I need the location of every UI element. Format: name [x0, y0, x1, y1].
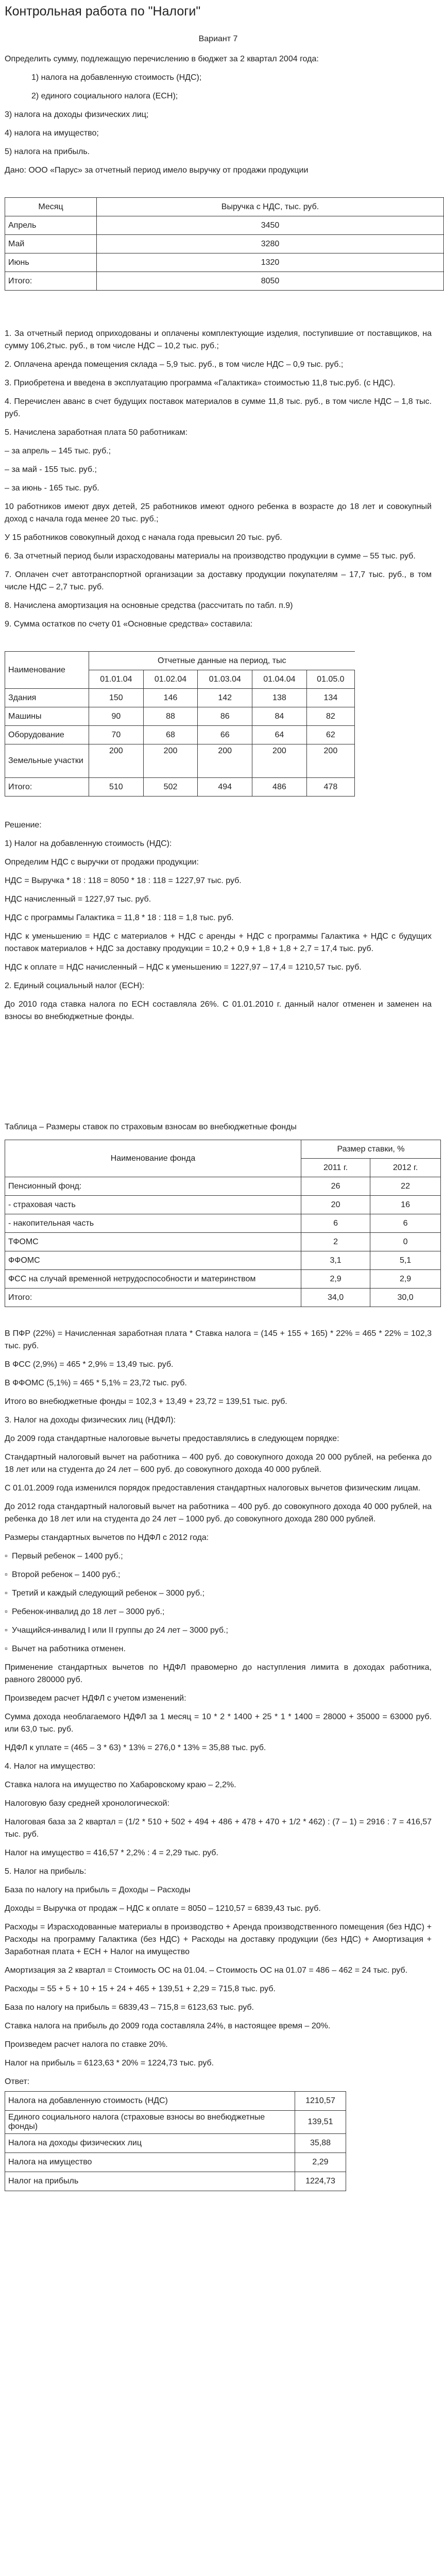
task-item: 2) единого социального налога (ЕСН); [31, 92, 178, 100]
condition-item: – за июнь - 165 тыс. руб. [5, 484, 99, 493]
table-row: Июнь 1320 [5, 253, 444, 272]
table-row: Пенсионный фонд: 26 22 [5, 1177, 441, 1196]
solution-text: В ПФР (22%) = Начисленная заработная плата * Ставка налога = (145 + 155 + 165) * 22% = 465 * 22% = 102,3 тыс. руб. [5, 1329, 432, 1350]
condition-item: – за май - 155 тыс. руб.; [5, 465, 97, 474]
table-row: Машины 90 88 86 84 82 [5, 707, 355, 726]
table-header: Размер ставки, % [301, 1140, 441, 1159]
solution-text: Произведем расчет налога по ставке 20%. [5, 2040, 168, 2049]
solution-heading: 1) Налог на добавленную стоимость (НДС): [5, 839, 172, 848]
solution-text: Налог на имущество = 416,57 * 2,2% : 4 = 2,29 тыс. руб. [5, 1849, 218, 1857]
table-header: Наименование [5, 652, 89, 689]
solution-heading: 3. Налог на доходы физических лиц (НДФЛ): [5, 1416, 176, 1425]
condition-item: 5. Начислена заработная плата 50 работникам: [5, 428, 188, 437]
solution-text: Налоговая база за 2 квартал = (1/2 * 510 + 502 + 494 + 486 + 478 + 470 + 1/2 * 462) : (7 – 1) = 2916 : 7 = 416,57 тыс. руб. [5, 1818, 432, 1839]
rates-table [5, 1140, 441, 1307]
solution-text: Ставка налога на имущество по Хабаровскому краю – 2,2%. [5, 1781, 236, 1789]
variant-label: Вариант 7 [198, 35, 238, 43]
table-header: 01.03.04 [198, 670, 252, 689]
table-header: Месяц [5, 198, 97, 216]
table-row: - накопительная часть 6 6 [5, 1214, 441, 1233]
solution-heading: Решение: [5, 821, 42, 829]
list-item: ▫ Учащийся-инвалид I или II группы до 24 лет – 3000 руб.; [5, 1624, 432, 1637]
list-item: ▫ Третий и каждый следующий ребенок – 3000 руб.; [5, 1587, 432, 1600]
solution-text: Определим НДС с выручки от продажи продукции: [5, 858, 199, 867]
rates-table-caption: Таблица – Размеры ставок по страховым взносам во внебюджетные фонды [5, 1123, 297, 1131]
task-item: 3) налога на доходы физических лиц; [5, 110, 149, 119]
bullet-icon: ▫ [5, 1552, 8, 1561]
condition-item: 3. Приобретена и введена в эксплуатацию программа «Галактика» стоимостью 11,8 тыс.руб. (с НДС). [5, 379, 396, 387]
table-header: Отчетные данные на период, тыс [89, 652, 355, 670]
list-item: ▫ Второй ребенок – 1400 руб.; [5, 1569, 432, 1581]
table-header: 2012 г. [370, 1159, 441, 1177]
table-row: Налога на добавленную стоимость (НДС) 1210,57 [5, 2092, 346, 2111]
condition-item: 7. Оплачен счет автотранспортной организации за доставку продукции покупателям – 17,7 тыс. руб., в том числе НДС – 2,7 тыс. руб. [5, 570, 432, 591]
table-row: Итого: 510 502 494 486 478 [5, 778, 355, 796]
document-title: Контрольная работа по "Налоги" [5, 4, 201, 19]
solution-text: Налоговую базу средней хронологической: [5, 1799, 169, 1808]
bullet-icon: ▫ [5, 1589, 8, 1598]
solution-text: Стандартный налоговый вычет на работника – 400 руб. до совокупного дохода 20 000 рублей, на ребенка до 18 лет или на студента до 24 лет – 600 руб. до совокупного дохода 40 000 рублей. [5, 1453, 432, 1474]
table-row: Май 3280 [5, 235, 444, 253]
table-row: ФСС на случай временной нетрудоспособности и материнством 2,9 2,9 [5, 1270, 441, 1289]
solution-text: База по налогу на прибыль = 6839,43 – 715,8 = 6123,63 тыс. руб. [5, 2003, 254, 2012]
table-header: 01.01.04 [89, 670, 144, 689]
condition-item: – за апрель – 145 тыс. руб.; [5, 447, 111, 455]
solution-text: Произведем расчет НДФЛ с учетом изменений: [5, 1694, 186, 1703]
solution-text: НДС = Выручка * 18 : 118 = 8050 * 18 : 118 = 1227,97 тыс. руб. [5, 876, 242, 885]
table-row: Итого: 8050 [5, 272, 444, 291]
table-row: Налога на доходы физических лиц 35,88 [5, 2134, 346, 2153]
table-row: Здания 150 146 142 138 134 [5, 689, 355, 707]
solution-text: С 01.01.2009 года изменился порядок предоставления стандартных налоговых вычетов физическим лицам. [5, 1484, 421, 1493]
solution-text: Расходы = Израсходованные материалы в производство + Аренда производственного помещения (без НДС) + Расходы на программу Галактика (без НДС) + Расходы на доставку продукции (без НДС) + Амортизация + Заработная плата + ЕСН + Налог на имущество [5, 1923, 432, 1956]
list-item: ▫ Ребенок-инвалид до 18 лет – 3000 руб.; [5, 1606, 432, 1618]
bullet-icon: ▫ [5, 1645, 8, 1653]
answer-table [5, 2091, 346, 2191]
solution-text: Амортизация за 2 квартал = Стоимость ОС на 01.04. – Стоимость ОС на 01.07 = 486 – 462 = 24 тыс. руб. [5, 1966, 408, 1975]
condition-item: 8. Начислена амортизация на основные средства (рассчитать по табл. п.9) [5, 601, 293, 610]
table-row: Апрель 3450 [5, 216, 444, 235]
solution-text: В ФФОМС (5,1%) = 465 * 5,1% = 23,72 тыс. руб. [5, 1379, 187, 1387]
solution-text: До 2009 года стандартные налоговые вычеты предоставлялись в следующем порядке: [5, 1434, 339, 1443]
table-row: Налог на прибыль 1224,73 [5, 2172, 346, 2191]
condition-item: 4. Перечислен аванс в счет будущих поставок материалов в сумме 11,8 тыс. руб., в том числе НДС – 1,8 тыс. руб. [5, 397, 432, 418]
assets-table [5, 651, 355, 796]
solution-text: Ставка налога на прибыль до 2009 года составляла 24%, в настоящее время – 20%. [5, 2022, 331, 2030]
table-row: Земельные участки 200 200 200 200 200 [5, 744, 355, 778]
table-header: Наименование фонда [5, 1140, 301, 1177]
solution-text: НДС с программы Галактика = 11,8 * 18 : 118 = 1,8 тыс. руб. [5, 913, 234, 922]
solution-text: Применение стандартных вычетов по НДФЛ правомерно до наступления лимита в доходах работника, равного 280000 руб. [5, 1663, 432, 1684]
list-item: ▫ Вычет на работника отменен. [5, 1643, 432, 1655]
table-header: 01.05.0 [306, 670, 354, 689]
table-row: Оборудование 70 68 66 64 62 [5, 726, 355, 744]
solution-heading: 4. Налог на имущество: [5, 1762, 96, 1771]
solution-text: НДС начисленный = 1227,97 тыс. руб. [5, 895, 151, 904]
table-header: Выручка с НДС, тыс. руб. [97, 198, 444, 216]
solution-text: Итого во внебюджетные фонды = 102,3 + 13,49 + 23,72 = 139,51 тыс. руб. [5, 1397, 287, 1406]
given-text: Дано: ООО «Парус» за отчетный период имело выручку от продажи продукции [5, 166, 309, 175]
revenue-table [5, 197, 444, 291]
solution-text: Сумма дохода необлагаемого НДФЛ за 1 месяц = 10 * 2 * 1400 + 25 * 1 * 1400 = 28000 + 35000 = 63000 руб. или 63,0 тыс. руб. [5, 1713, 432, 1734]
solution-heading: 2. Единый социальный налог (ЕСН): [5, 981, 145, 990]
bullet-icon: ▫ [5, 1626, 8, 1635]
condition-item: 2. Оплачена аренда помещения склада – 5,9 тыс. руб., в том числе НДС – 0,9 тыс. руб.; [5, 360, 344, 369]
solution-text: НДФЛ к уплате = (465 – 3 * 63) * 13% = 276,0 * 13% = 35,88 тыс. руб. [5, 1743, 266, 1752]
table-row: - страховая часть 20 16 [5, 1196, 441, 1214]
solution-text: Доходы = Выручка от продаж – НДС к оплате = 8050 – 1210,57 = 6839,43 тыс. руб. [5, 1904, 321, 1913]
table-row: ТФОМС 2 0 [5, 1233, 441, 1251]
table-row: Единого социального налога (страховые взносы во внебюджетные фонды) 139,51 [5, 2111, 346, 2134]
condition-item: 9. Сумма остатков по счету 01 «Основные средства» составила: [5, 620, 253, 629]
solution-text: В ФСС (2,9%) = 465 * 2,9% = 13,49 тыс. руб. [5, 1360, 174, 1369]
solution-text: До 2012 года стандартный налоговый вычет на работника – 400 руб. до совокупного дохода 40 000 рублей, на ребенка до 18 лет или на студента до 24 лет – 1000 руб. до совокупного дохода 280 000 рублей. [5, 1502, 432, 1523]
task-item: 1) налога на добавленную стоимость (НДС); [31, 73, 202, 82]
table-row: ФФОМС 3,1 5,1 [5, 1251, 441, 1270]
task-item: 5) налога на прибыль. [5, 147, 90, 156]
solution-text: База по налогу на прибыль = Доходы – Расходы [5, 1886, 191, 1894]
answer-heading: Ответ: [5, 2077, 30, 2086]
condition-item: 10 работников имеют двух детей, 25 работников имеют одного ребенка в возрасте до 18 лет и совокупный доход с начала года менее 20 тыс. руб.; [5, 502, 432, 523]
condition-item: 6. За отчетный период были израсходованы материалы на производство продукции в сумме – 55 тыс. руб. [5, 552, 416, 561]
solution-text: Размеры стандартных вычетов по НДФЛ с 2012 года: [5, 1533, 209, 1542]
solution-text: До 2010 года ставка налога по ЕСН составляла 26%. С 01.01.2010 г. данный налог отменен и заменен на взносы во внебюджетные фонды. [5, 1000, 432, 1021]
solution-text: Налог на прибыль = 6123,63 * 20% = 1224,73 тыс. руб. [5, 2059, 214, 2067]
table-row: Налога на имущество 2,29 [5, 2153, 346, 2172]
solution-text: НДС к оплате = НДС начисленный – НДС к уменьшению = 1227,97 – 17,4 = 1210,57 тыс. руб. [5, 963, 362, 972]
condition-item: 1. За отчетный период оприходованы и оплачены комплектующие изделия, поступившие от поставщиков, на сумму 106,2тыс. руб., в том числе НДС – 10,2 тыс. руб.; [5, 329, 432, 350]
solution-text: НДС к уменьшению = НДС с материалов + НДС с аренды + НДС с программы Галактика + НДС с будущих поставок материалов + НДС за доставку продукции = 10,2 + 0,9 + 1,8 + 1,8 + 2,7 = 17,4 тыс. руб. [5, 932, 432, 953]
table-header: 01.02.04 [143, 670, 198, 689]
table-header: 01.04.04 [252, 670, 307, 689]
list-item: ▫ Первый ребенок – 1400 руб.; [5, 1550, 432, 1563]
intro-text: Определить сумму, подлежащую перечислению в бюджет за 2 квартал 2004 года: [5, 55, 319, 63]
table-row: Итого: 34,0 30,0 [5, 1289, 441, 1307]
bullet-icon: ▫ [5, 1570, 8, 1579]
solution-text: Расходы = 55 + 5 + 10 + 15 + 24 + 465 + 139,51 + 2,29 = 715,8 тыс. руб. [5, 1985, 276, 1993]
condition-item: У 15 работников совокупный доход с начала года превысил 20 тыс. руб. [5, 533, 282, 542]
task-item: 4) налога на имущество; [5, 129, 99, 138]
table-header: 2011 г. [301, 1159, 370, 1177]
bullet-icon: ▫ [5, 1607, 8, 1616]
solution-heading: 5. Налог на прибыль: [5, 1867, 87, 1876]
